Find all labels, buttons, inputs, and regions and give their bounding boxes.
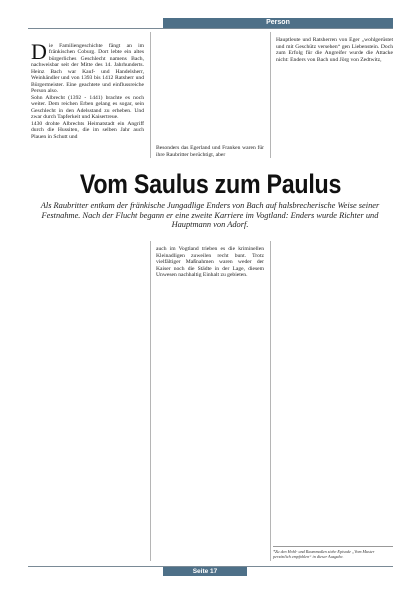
column-rule-3: [150, 241, 151, 561]
article-column-2-bottom: auch im Vogtland trieben es die kriminellen Kleinadligen zuweilen recht bunt. Trotz vielfältiger Maßnahmen waren weder der Kaiser noch die Städte in der Lage, diesem Unwesen nachhaltig Einhalt zu gebieten.: [156, 246, 264, 278]
footnote: *Zu den Hohl- und Raummaßen siehe Episode „Vom Muster persönlich empfohlen“ in dieser Ausgabe.: [273, 549, 375, 559]
column-rule-2: [270, 32, 271, 158]
article-column-3-top: Hauptleute und Ratsherren von Eger „wohlgerüstet und mit Geschütz versehen“ gen Liebenstein. Doch zum Erfolg für die Angreifer wurde die Attacke nicht: Enders von Bach und Jörg von Zedtwitz,: [276, 37, 393, 63]
article-column-2-top: Besonders das Egerland und Franken waren für ihre Raubritter berüchtigt, aber: [156, 145, 264, 158]
lead-paragraph: Als Raubritter entkam der fränkische Jungadlige Enders von Bach auf halsbrecherische Weise seiner Festnahme. Nach der Flucht begann er eine zweite Karriere im Vogtland: Enders wurde Richter und Hauptmann von Adorf.: [40, 201, 380, 230]
column-rule-1: [150, 32, 151, 158]
top-rule: [28, 28, 393, 29]
section-header: Person: [163, 18, 393, 28]
page-number: Seite 17: [163, 567, 247, 576]
drop-cap: D: [31, 38, 47, 64]
column-1-text: ie Familiengeschichte fängt an im fränkischen Coburg. Dort lebte ein altes bürgerliches Geschlecht namens Bach, nachweisbar seit der Mitte des 14. Jahrhunderts. Heinz Bach war Kauf- und Handelsherr, Weinhändler und von 1393 bis 1412 Ratsherr und Bürgermeister. Eine geachtete und einflussreiche Person also. Sohn Albrecht (1392 - 1441) brachte es noch weiter. Dem reichen Erben gelang es sogar, sein Geschlecht in den Adelsstand zu erheben. Und zwar durch Tapferkeit und Kaisertreue. 1430 drohte Albrechts Heimatstadt ein Angriff durch die Hussiten, die im selben Jahr auch Plauen in Schutt und: [31, 42, 144, 140]
headline: Vom Saulus zum Paulus: [79, 169, 342, 199]
column-rule-4: [270, 241, 271, 561]
article-column-1: [31, 36, 144, 140]
footnote-rule: [273, 546, 393, 547]
